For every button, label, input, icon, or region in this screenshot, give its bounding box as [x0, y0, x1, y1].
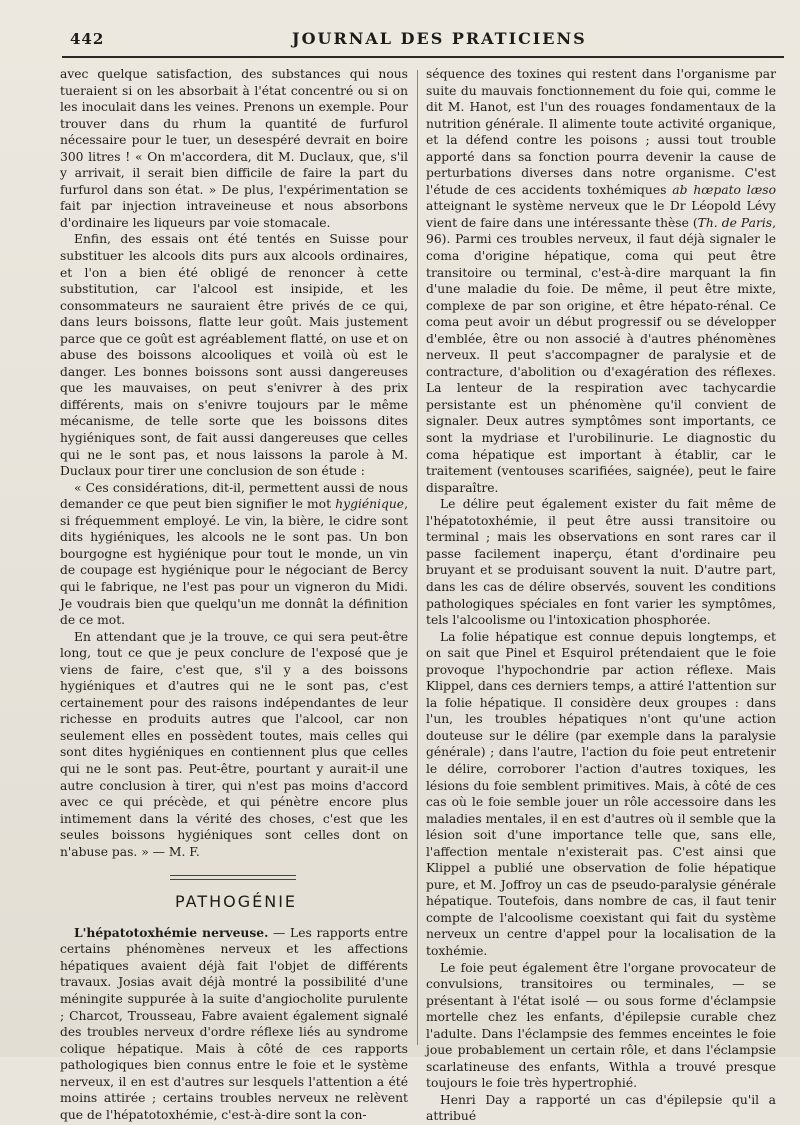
section-rule-ornament: [170, 874, 296, 882]
text-run: — Les rapports entre certains phénomènes nerveux et les affections hépatiques avaient déjà fait l'objet de différents travaux. Josias avait déjà montré la possibilité d'une méningite suppurée à la suite d'angiocholite purulente ; Charcot, Trousseau, Fabre avaient également signalé des troubles nerveux d'ordre réflexe liés au syndrome colique hépatique. Mais à côté de ces rapports pathologiques bien connus entre le foie et le système nerveux, il en est d'autres sur lesquels l'attention a été moins attirée ; certains troubles nerveux ne relèvent que de l'hépatotoxhémie, c'est-à-dire sont la con-: [60, 925, 408, 1122]
paragraph: En attendant que je la trouve, ce qui sera peut-être long, tout ce que je peux conclure de l'exposé que je viens de faire, c'est que, s'il y a des boissons hygiéniques et d'autres qui ne le sont pas, c'est certainement pour des raisons indépendantes de leur richesse en produits autres que l'alcool, car non seulement elles en possèdent toutes, mais celles qui sont dites hygiéniques en contiennent plus que celles qui ne le sont pas. Peut-être, pourtant y aurait-il une autre conclusion à tirer, qui n'est pas moins d'accord avec ce qui précède, et qui pénètre encore plus intimement dans la vérité des choses, c'est que les seules boissons hygiéniques sont celles dont on n'abuse pas. » — M. F.: [60, 629, 408, 859]
italic-term: hygiénique: [335, 497, 405, 512]
column-divider: [417, 70, 418, 1045]
header-rule: [62, 56, 784, 58]
italic-citation: Th. de Paris: [697, 215, 773, 230]
page-header: [62, 26, 782, 52]
paragraph: [426, 66, 776, 496]
section-title: PATHOGÉNIE: [175, 892, 298, 912]
text-run: atteignant le système nerveux que le Dr Léopold Lévy vient de faire dans une intéressante thèse (: [426, 199, 776, 230]
quote-paragraph: [60, 480, 408, 629]
text-run: séquence des toxines qui restent dans l'organisme par suite du mauvais fonctionnement du foie qui, comme le dit M. Hanot, est l'un des rouages fondamentaux de la nutrition générale. Il alimente toute activité organique, et la défend contre les poisons ; aussi tout trouble apporté dans sa fonction pourra devenir la cause de perturbations diverses dans notre organisme. C'est l'étude de ces accidents toxhémiques: [426, 67, 776, 197]
text-run: « Ces considérations, dit-il, permettent aussi de nous demander ce que peut bien signifier le mot: [60, 480, 408, 512]
text-run: , si fréquemment employé. Le vin, la bière, le cidre sont dits hygiéniques, les alcools ne le sont pas. Un bon bourgogne est hygiénique pour tout le monde, un vin de coupage est hygiénique pour le négociant de Bercy qui le fabrique, ne l'est pas pour un vigneron du Midi. Je voudrais bien que quelqu'un me donnât la définition de ce mot.: [60, 497, 408, 628]
article-heading: L'hépatotoxhémie nerveuse.: [74, 924, 269, 940]
paragraph: La folie hépatique est connue depuis longtemps, et on sait que Pinel et Esquirol prétendaient que le foie provoque l'hypochondrie par action réflexe. Mais Klippel, dans ces derniers temps, a attiré l'attention sur la folie hépatique. Il considère deux groupes : dans l'un, les troubles hépatiques n'ont qu'une action douteuse sur le délire (par exemple dans la paralysie générale) ; dans l'autre, l'action du foie peut entretenir le délire, corroborer l'action d'autres toxiques, les lésions du foie semblent primitives. Mais, à côté de ces cas où le foie semble jouer un rôle accessoire dans les maladies mentales, il en est d'autres où il semble que la lésion soit d'une importance telle que, sans elle, l'affection mentale n'existerait pas. C'est ainsi que Klippel a publié une observation de folie hépatique pure, et M. Joffroy un cas de pseudo-paralysie générale hépatique. Toutefois, dans nombre de cas, il faut tenir compte de l'alcoolisme coexistant qui fait du système nerveux un centre d'appel pour la localisation de la toxhémie.: [426, 629, 776, 958]
left-column: [60, 66, 408, 1123]
page-number: 442: [70, 30, 105, 48]
right-column: [426, 66, 776, 1125]
paragraph: Henri Day a rapporté un cas d'épilepsie qu'il a attribué: [426, 1092, 776, 1124]
journal-title: JOURNAL DES PRATICIENS: [292, 29, 587, 48]
italic-term: ab hœpato læso: [672, 182, 776, 197]
text-run: , 96). Parmi ces troubles nerveux, il faut déjà signaler le coma d'origine hépatique, coma qui peut être transitoire ou terminal, c'est-à-dire marquant la fin d'une maladie du foie. De même, il peut être mixte, complexe de par son origine, et être hépato-rénal. Ce coma peut avoir un début progressif ou se développer d'emblée, être ou non associé à d'autres phénomènes nerveux. Il peut s'accompagner de paralysie et de contracture, d'abolition ou d'exagération des réflexes. La lenteur de la respiration avec tachycardie persistante est un phénomène qu'il convient de signaler. Deux autres symptômes sont importants, ce sont la mydriase et l'urobilinurie. Le diagnostic du coma hépatique est important à établir, car le traitement (ventouses scarifiées, saignée), peut le faire disparaître.: [426, 215, 776, 495]
paragraph: Le foie peut également être l'organe provocateur de convulsions, transitoires ou terminales, — se présentant à l'état isolé — ou sous forme d'éclampsie mortelle chez les enfants, d'épilepsie curable chez l'adulte. Dans l'éclampsie des femmes enceintes le foie joue probablement un certain rôle, et dans l'éclampsie scarlatineuse des enfants, Withla a trouvé presque toujours le foie très hypertrophié.: [426, 960, 776, 1091]
article-paragraph: [60, 925, 408, 1124]
paragraph: Le délire peut également exister du fait même de l'hépatotoxhémie, il peut être aussi transitoire ou terminal ; mais les observations en sont rares car il passe facilement inaperçu, étant d'ordinaire peu bruyant et se produisant souvent la nuit. D'autre part, dans les cas de délire observés, souvent les conditions pathologiques spéciales en font varier les symptômes, tels l'alcoolisme ou l'intoxication phosphorée.: [426, 497, 776, 628]
paragraph: Enfin, des essais ont été tentés en Suisse pour substituer les alcools dits purs aux alcools ordinaires, et l'on a bien été obligé de renoncer à cette substitution, car l'alcool est insipide, et les consommateurs ne sauraient être privés de ce qui, dans leurs boissons, flatte leur goût. Mais justement parce que ce goût est agréablement flatté, on use et on abuse des boissons alcooliques et voilà où est le danger. Les bonnes boissons sont aussi dangereuses que les mauvaises, on peut s'enivrer à des prix différents, mais on s'enivre toujours par le même mécanisme, de telle sorte que les boissons dites hygiéniques sont, de fait aussi dangereuses que celles qui ne le sont pas, et nous laissons la parole à M. Duclaux pour tirer une conclusion de son étude :: [60, 232, 408, 479]
paragraph: avec quelque satisfaction, des substances qui nous tueraient si on les absorbait à l'état concentré ou si on les inoculait dans les veines. Prenons un exemple. Pour trouver dans du rhum la quantité de furfurol nécessaire pour le tuer, un desespéré devrait en boire 300 litres ! « On m'accordera, dit M. Duclaux, que, s'il y arrivait, il serait bien difficile de faire la part du furfurol dans son état. » De plus, l'expérimentation se fait par injection intraveineuse et nous absorbons d'ordinaire les liqueurs par voie stomacale.: [60, 67, 408, 230]
